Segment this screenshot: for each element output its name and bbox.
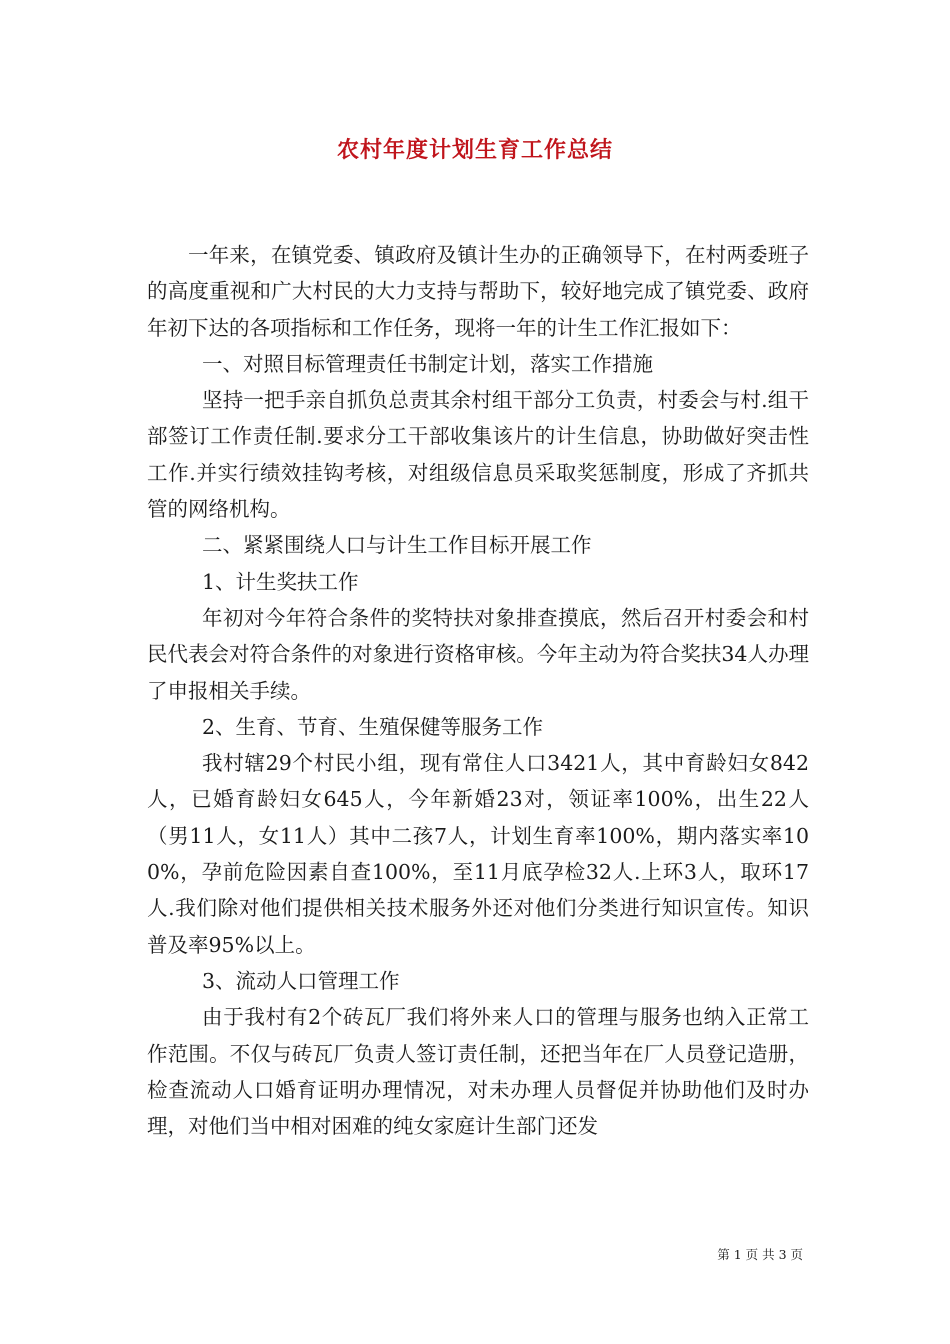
paragraph-rewards: 年初对今年符合条件的奖特扶对象排查摸底，然后召开村委会和村民代表会对符合条件的对象进行资格审核。今年主动为符合奖扶34人办理了申报相关手续。: [147, 605, 809, 703]
intro-paragraph: 一年来，在镇党委、镇政府及镇计生办的正确领导下，在村两委班子的高度重视和广大村民的大力支持与帮助下，较好地完成了镇党委、政府年初下达的各项指标和工作任务，现将一年的计生工作汇报如下：: [147, 243, 809, 340]
page-number: 第 1 页 共 3 页: [717, 1247, 803, 1262]
section-heading-2: 二、紧紧围绕人口与计生工作目标开展工作: [202, 533, 592, 558]
subheading-1: 1、计生奖扶工作: [202, 569, 359, 594]
paragraph-migrants: 由于我村有2个砖瓦厂我们将外来人口的管理与服务也纳入正常工作范围。不仅与砖瓦厂负责人签订责任制，还把当年在厂人员登记造册，检查流动人口婚育证明办理情况，对未办理人员督促并协助他们及时办理，对他们当中相对困难的纯女家庭计生部门还发: [147, 1005, 809, 1139]
document-title: 农村年度计划生育工作总结: [336, 137, 613, 163]
subheading-2: 2、生育、节育、生殖保健等服务工作: [202, 714, 544, 739]
paragraph-statistics: 我村辖29个村民小组，现有常住人口3421人，其中育龄妇女842人，已婚育龄妇女645人，今年新婚23对，领证率100%，出生22人（男11人，女11人）其中二孩7人，计划生育率100%，期内落实率100%，孕前危险因素自查100%，至11月底孕检32人.上环3人，取环17人.我们除对他们提供相关技术服务外还对他们分类进行知识宣传。知识普及率95%以上。: [147, 751, 809, 957]
subheading-3: 3、流动人口管理工作: [202, 968, 400, 993]
paragraph-responsibility: 坚持一把手亲自抓负总责其余村组干部分工负责，村委会与村.组干部签订工作责任制.要求分工干部收集该片的计生信息，协助做好突击性工作.并实行绩效挂钩考核，对组级信息员采取奖惩制度，形成了齐抓共管的网络机构。: [147, 388, 809, 522]
document-body: [147, 237, 809, 1144]
section-heading-1: 一、对照目标管理责任书制定计划，落实工作措施: [202, 351, 653, 376]
